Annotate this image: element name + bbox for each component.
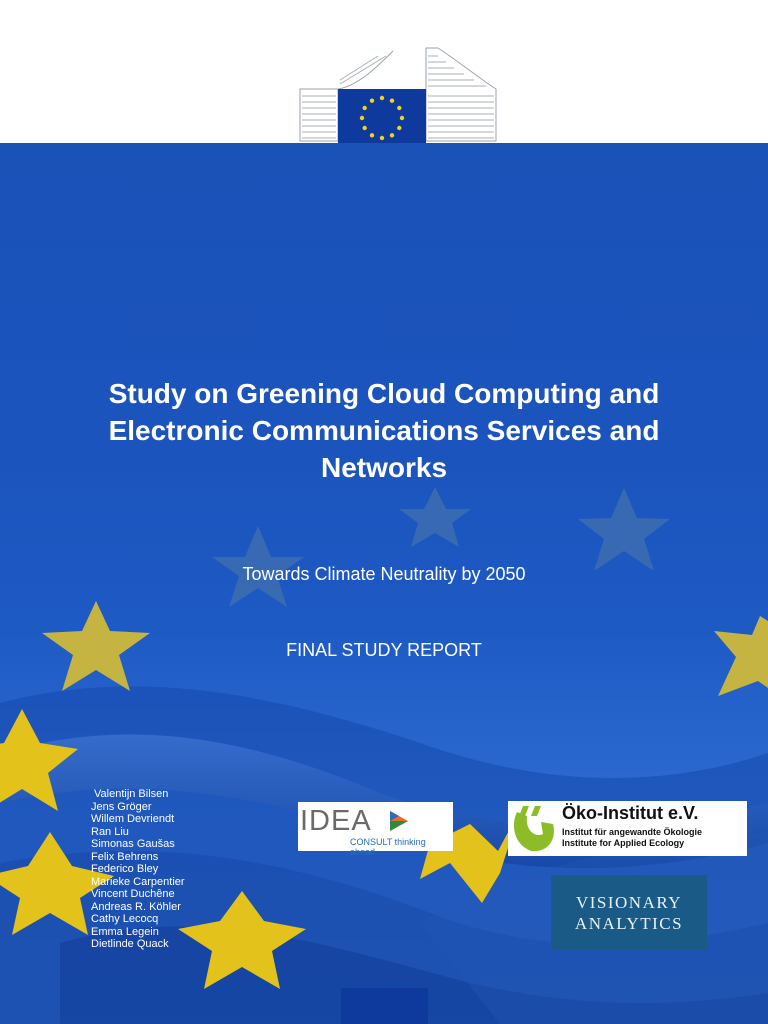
footer-flag-block — [341, 988, 428, 1024]
report-subtitle: Towards Climate Neutrality by 2050 — [242, 564, 526, 584]
idea-consult-logo — [298, 802, 453, 857]
author-name: Andreas R. Köhler — [91, 900, 181, 913]
idea-logo-text: IDEA — [300, 805, 372, 837]
idea-logo-tagline: CONSULT thinking ahead — [350, 837, 426, 857]
report-title: Study on Greening Cloud Computing and Electronic Communications Services and Networks — [108, 378, 660, 483]
author-name: Federico Bley — [91, 863, 159, 875]
author-name: Cathy Lecocq — [91, 913, 159, 925]
oko-institut-logo — [508, 801, 747, 856]
author-name: Valentijn Bilsen — [94, 788, 169, 800]
oko-logo-name: Öko-Institut e.V. — [562, 803, 699, 823]
visionary-analytics-logo — [551, 875, 707, 950]
va-logo-line1: VISIONARY — [575, 893, 683, 912]
author-name: Vincent Duchêne — [91, 888, 175, 900]
author-name: Willem Devriendt — [91, 813, 175, 825]
oko-logo-line1: Institut für angewandte Ökologie — [562, 827, 703, 837]
author-name: Emma Legein — [91, 925, 159, 938]
author-name: Dietlinde Quack — [91, 938, 169, 950]
report-type: FINAL STUDY REPORT — [286, 640, 482, 660]
author-name: Marieke Carpentier — [91, 875, 185, 888]
cover-background — [0, 143, 768, 1024]
author-name: Simonas Gaušas — [91, 838, 175, 850]
oko-leaf-icon — [511, 804, 559, 853]
idea-play-icon — [388, 810, 410, 832]
author-name: Jens Gröger — [91, 800, 152, 813]
author-name: Ran Liu — [91, 825, 129, 838]
va-logo-line2: ANALYTICS — [574, 914, 684, 933]
author-name: Felix Behrens — [91, 850, 159, 863]
eu-flag-icon — [338, 89, 426, 147]
oko-logo-line2: Institute for Applied Ecology — [562, 838, 685, 848]
author-list — [91, 788, 185, 951]
